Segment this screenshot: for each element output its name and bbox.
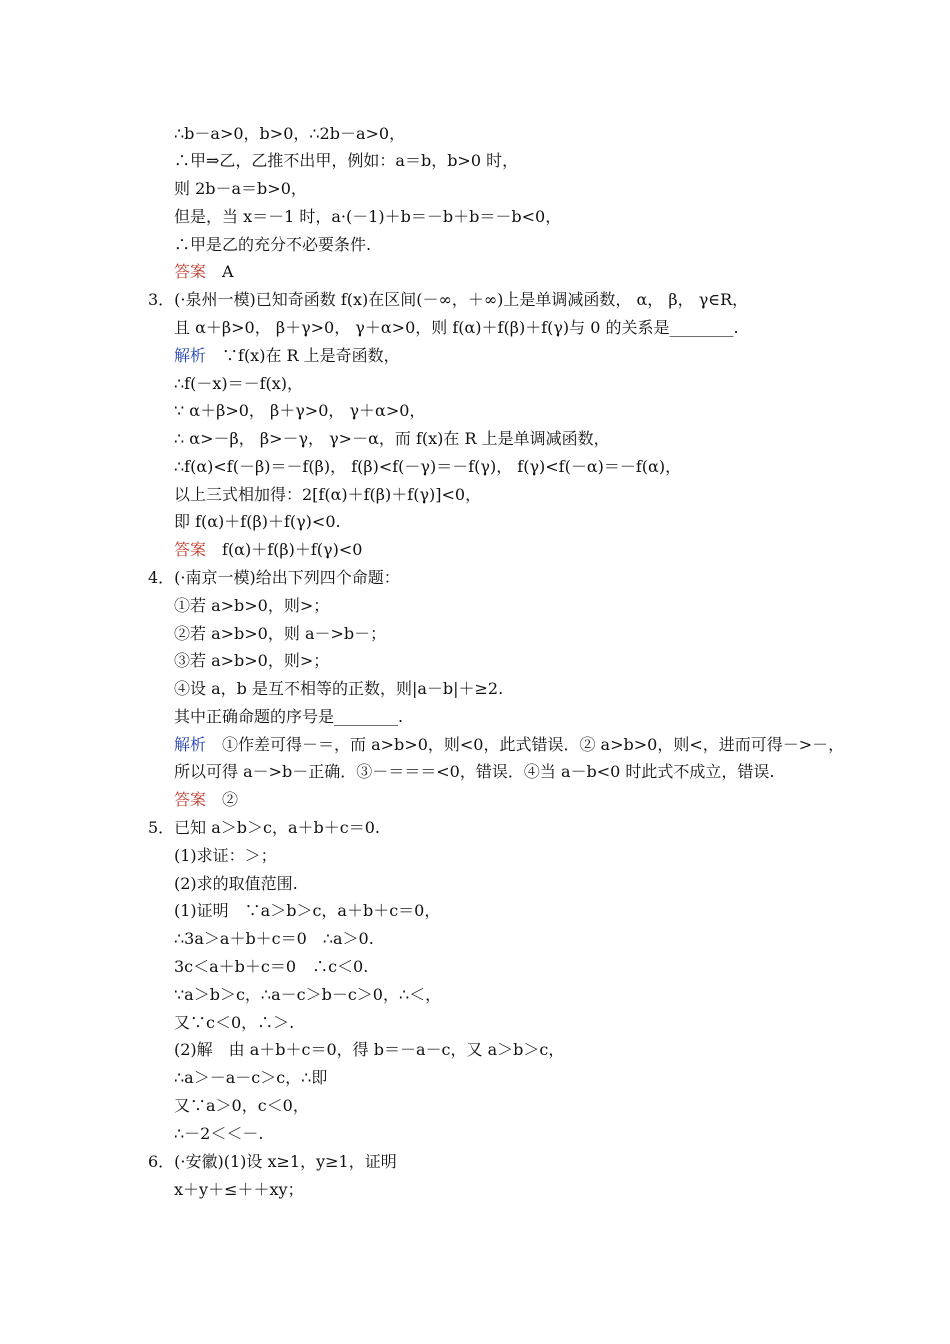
text-line: ∴f(－x)＝－f(x)， <box>174 374 304 393</box>
text-line: ②若 a>b>0，则 a－>b－； <box>174 624 387 643</box>
answer-label: 答案 <box>174 790 207 809</box>
text-line: (1)证明 ∵a＞b＞c，a＋b＋c＝0， <box>174 901 441 920</box>
analysis-line: 解析 ①作差可得－＝，而 a>b>0，则<0，此式错误．② a>b>0，则<，进而可得－>－， <box>174 735 845 754</box>
problem-3-heading: 3．(·泉州一模)已知奇函数 f(x)在区间(－∞，＋∞)上是单调减函数， α， β， γ∈R， <box>148 290 749 309</box>
text-line: 其中正确命题的序号是________. <box>174 707 404 726</box>
text-line: (2)解 由 a＋b＋c＝0，得 b＝－a－c，又 a＞b＞c， <box>174 1040 565 1059</box>
text-line: (1)求证：＞； <box>174 846 277 865</box>
answer-label: 答案 <box>174 540 207 559</box>
text-line: ∵a＞b＞c，∴a－c＞b－c＞0，∴＜， <box>174 985 442 1004</box>
text-line: 又∵c＜0，∴＞. <box>174 1013 295 1032</box>
problem-4-heading: 4．(·南京一模)给出下列四个命题： <box>148 568 400 587</box>
text-line: ∴甲⇒乙，乙推不出甲，例如：a＝b，b>0 时， <box>174 151 519 170</box>
text-line: 即 f(α)＋f(β)＋f(γ)<0. <box>174 512 341 531</box>
text-line: ∴3a＞a＋b＋c＝0 ∴a＞0. <box>174 929 374 948</box>
answer-line: 答案 f(α)＋f(β)＋f(γ)<0 <box>174 540 363 559</box>
text-line: ∴ α>－β， β>－γ， γ>－α，而 f(x)在 R 上是单调减函数， <box>174 429 610 448</box>
text-line: ③若 a>b>0，则>； <box>174 651 330 670</box>
text-line: ∴－2＜＜－. <box>174 1124 264 1143</box>
text-line: 则 2b－a＝b>0， <box>174 179 307 198</box>
text-line: x＋y＋≤＋＋xy； <box>174 1180 304 1199</box>
text-line: 且 α＋β>0， β＋γ>0， γ＋α>0，则 f(α)＋f(β)＋f(γ)与 0 的关系是________. <box>174 318 739 337</box>
text-line: ∴a＞－a－c＞c，∴即 <box>174 1068 328 1087</box>
problem-5-heading: 5．已知 a＞b＞c，a＋b＋c＝0. <box>148 818 381 837</box>
answer-line: 答案 ② <box>174 790 239 809</box>
text-line: ∴b－a>0，b>0，∴2b－a>0， <box>174 124 406 143</box>
analysis-line: 解析 ∵f(x)在 R 上是奇函数， <box>174 346 400 365</box>
text-line: 所以可得 a－>b－正确．③－＝＝＝<0，错误．④当 a－b<0 时此式不成立，错误. <box>174 762 775 781</box>
text-line: ∴f(α)<f(－β)＝－f(β)， f(β)<f(－γ)＝－f(γ)， f(γ)<f(－α)＝－f(α)， <box>174 457 682 476</box>
analysis-label: 解析 <box>174 346 207 365</box>
text-line: ∵ α＋β>0， β＋γ>0， γ＋α>0， <box>174 401 426 420</box>
text-line: 以上三式相加得：2[f(α)＋f(β)＋f(γ)]<0， <box>174 485 482 504</box>
text-line: 又∵a＞0，c＜0， <box>174 1096 309 1115</box>
analysis-label: 解析 <box>174 735 207 754</box>
text-line: 但是，当 x＝－1 时，a·(－1)＋b＝－b＋b＝－b<0， <box>174 207 562 226</box>
text-line: ④设 a，b 是互不相等的正数，则|a－b|＋≥2. <box>174 679 504 698</box>
text-line: ①若 a>b>0，则>； <box>174 596 330 615</box>
text-line: 3c＜a＋b＋c＝0 ∴c＜0. <box>174 957 369 976</box>
answer-line: 答案 A <box>174 262 234 281</box>
text-line: ∴甲是乙的充分不必要条件. <box>174 235 372 254</box>
text-line: (2)求的取值范围. <box>174 874 298 893</box>
problem-6-heading: 6．(·安徽)(1)设 x≥1，y≥1，证明 <box>148 1152 397 1171</box>
answer-label: 答案 <box>174 262 207 281</box>
